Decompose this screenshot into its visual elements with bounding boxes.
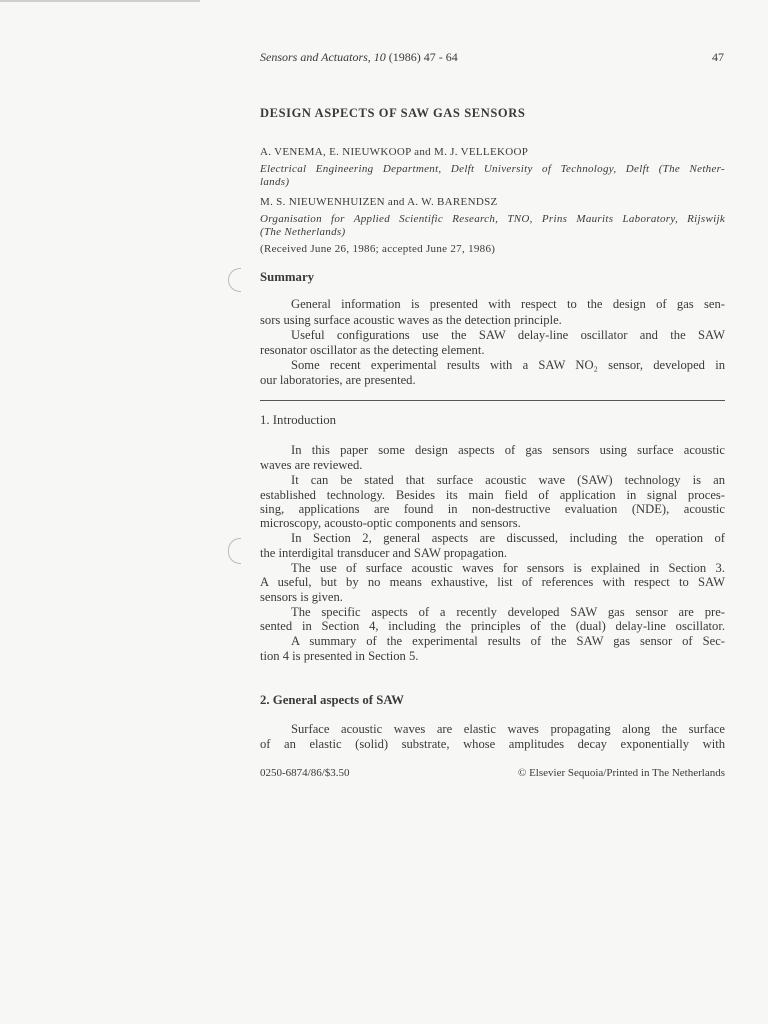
section2-heading: 2. General aspects of SAW [260,693,404,707]
section2-line: of an elastic (solid) substrate, whose amplitudes decay exponentially with [260,737,725,751]
journal-pages: (1986) 47 - 64 [388,50,458,64]
intro-line: tion 4 is presented in Section 5. [260,649,419,663]
intro-line: sing, applications are found in non-destructive evaluation (NDE), acoustic [260,502,725,516]
intro-line: waves are reviewed. [260,458,363,472]
intro-line: microscopy, acousto-optic components and sensors. [260,516,521,530]
summary-heading: Summary [260,270,315,284]
intro-line: the interdigital transducer and SAW propagation. [260,546,508,560]
affiliation-2-line: (The Netherlands) [260,226,346,238]
summary-line: resonator oscillator as the detecting element. [260,343,485,357]
page-number: 47 [712,50,724,64]
journal-name: Sensors and Actuators, [260,50,371,64]
intro-heading: 1. Introduction [260,413,337,427]
authors-1: A. VENEMA, E. NIEUWKOOP and M. J. VELLEKOOP [260,146,529,158]
intro-line: The specific aspects of a recently developed SAW gas sensor are pre- [291,605,725,619]
paper-title: DESIGN ASPECTS OF SAW GAS SENSORS [260,106,526,120]
footer-code: 0250-6874/86/$3.50 [260,767,350,779]
intro-line: sented in Section 4, including the principles of the (dual) delay-line oscillator. [260,619,725,633]
intro-line: sensors is given. [260,590,343,604]
punch-hole-mark [228,268,241,292]
intro-line: established technology. Besides its main field of application in signal proces- [260,488,725,502]
page-edge [0,0,200,2]
received-dates: (Received June 26, 1986; accepted June 27, 1986) [260,243,496,255]
punch-hole-mark [228,538,241,564]
section2-line: Surface acoustic waves are elastic waves propagating along the surface [291,722,725,736]
affiliation-1-line: Electrical Engineering Department, Delft University of Technology, Delft (The Nether- [260,163,725,175]
intro-line: A summary of the experimental results of the SAW gas sensor of Sec- [291,634,725,648]
footer-publisher: © Elsevier Sequoia/Printed in The Netherlands [517,767,725,779]
affiliation-2-line: Organisation for Applied Scientific Research, TNO, Prins Maurits Laboratory, Rijswijk [260,213,725,225]
intro-line: In this paper some design aspects of gas sensors using surface acoustic [291,443,725,457]
intro-line: It can be stated that surface acoustic wave (SAW) technology is an [291,473,725,487]
summary-line: Useful configurations use the SAW delay-line oscillator and the SAW [291,328,725,342]
divider [260,400,725,401]
summary-line: General information is presented with respect to the design of gas sen- [291,297,725,311]
intro-line: A useful, but by no means exhaustive, list of references with respect to SAW [260,575,725,589]
journal-volume: 10 [373,50,386,64]
intro-line: The use of surface acoustic waves for sensors is explained in Section 3. [291,561,725,575]
affiliation-1-line: lands) [260,176,290,188]
intro-line: In Section 2, general aspects are discussed, including the operation of [291,531,725,545]
summary-line: sors using surface acoustic waves as the detection principle. [260,313,562,327]
authors-2: M. S. NIEUWENHUIZEN and A. W. BARENDSZ [260,196,498,208]
running-header [260,50,725,65]
summary-line: our laboratories, are presented. [260,373,416,387]
summary-line: Some recent experimental results with a SAW NO₂ sensor, developed in [291,358,725,372]
